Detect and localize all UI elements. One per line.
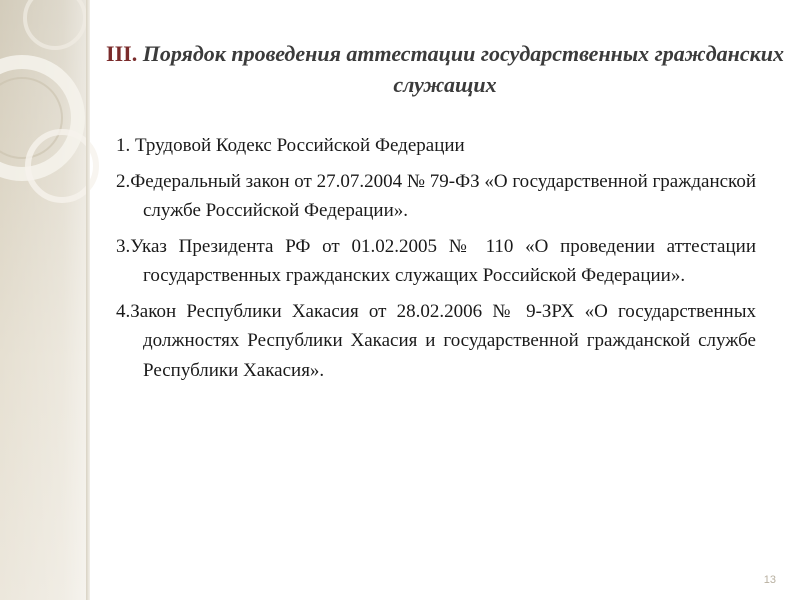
page-number: 13 (763, 574, 776, 586)
slide-title (100, 38, 790, 100)
title-text: Порядок проведения аттестации государственных гражданских служащих (137, 41, 784, 97)
list-item-federal-law: 2.Федеральный закон от 27.07.2004 № 79-ФЗ «О государственной гражданской службе Российской Федерации». (116, 170, 756, 221)
band-edge (86, 0, 90, 600)
decorative-circles (0, 0, 100, 600)
title-number: III. (106, 41, 138, 66)
legal-acts-list (116, 131, 756, 391)
list-item-labor-code: 1. Трудовой Кодекс Российской Федерации (116, 135, 465, 156)
list-item-khakassia-law: 4.Закон Республики Хакасия от 28.02.2006 № 9-ЗРХ «О государственных должностях Республики Хакасия и государственной гражданской службе Республики Хакасия». (116, 300, 756, 381)
list-item-presidential-decree: 3.Указ Президента РФ от 01.02.2005 № 110 «О проведении аттестации государственных гражданских служащих Российской Федерации». (116, 235, 756, 286)
decorative-circle-top (25, 0, 85, 48)
